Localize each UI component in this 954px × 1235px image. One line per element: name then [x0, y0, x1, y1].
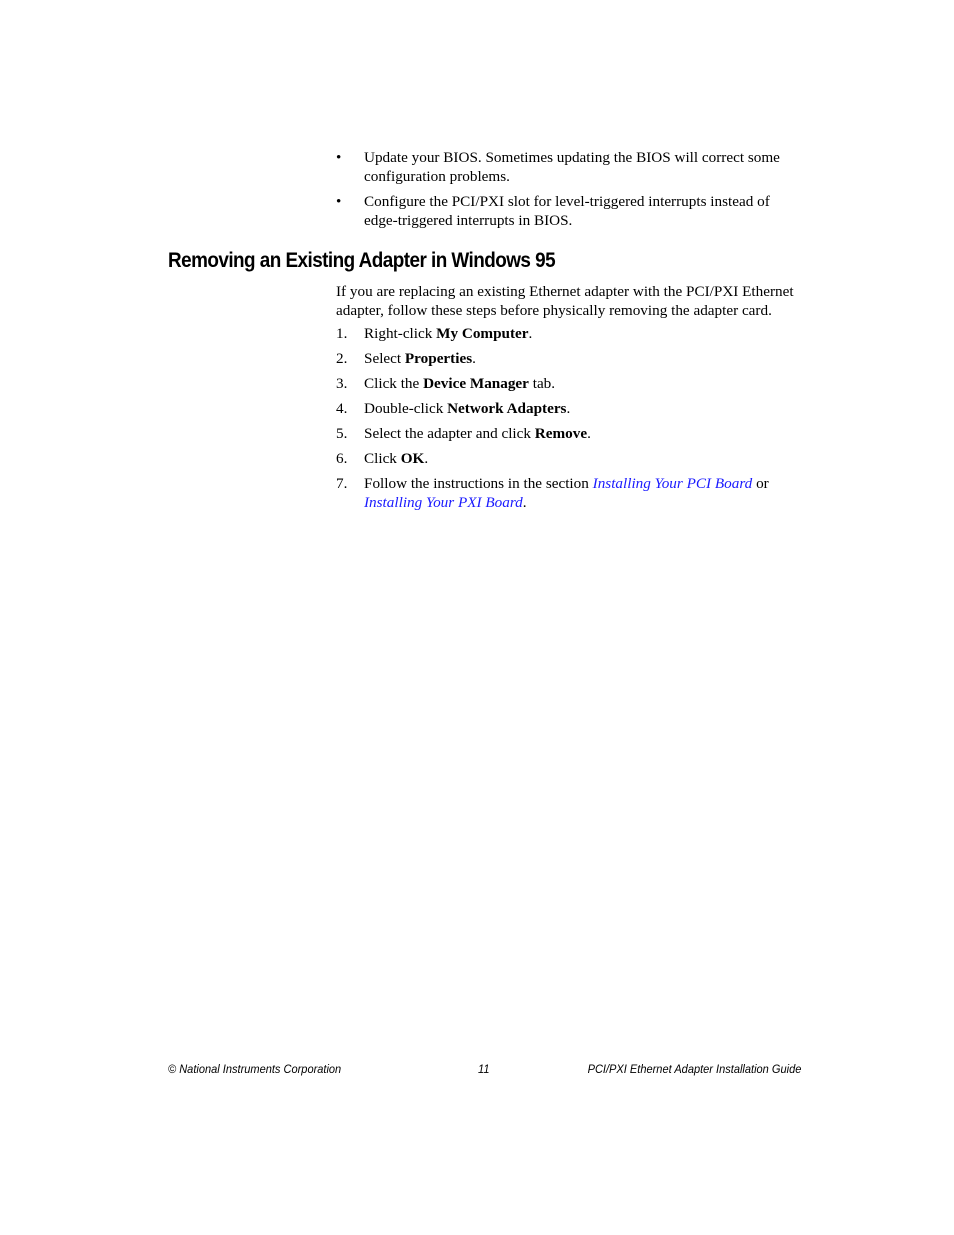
step-ui-term: Network Adapters [447, 400, 567, 417]
intro-paragraph: If you are replacing an existing Ethernet adapter with the PCI/PXI Ethernet adapter, follow these steps before physically removing the adapter card. [336, 283, 794, 319]
bullet-item [336, 192, 806, 230]
step-ui-term: My Computer [436, 325, 529, 342]
section-heading: Removing an Existing Adapter in Windows 95 [168, 249, 556, 272]
bullet-item [336, 148, 806, 186]
step-text: Select the adapter and click [364, 425, 535, 442]
step-item [336, 349, 806, 368]
step-text: tab. [528, 375, 556, 392]
link-installing-pxi-board[interactable]: Installing Your PXI Board [364, 494, 523, 511]
step-number: 2. [336, 350, 348, 367]
bullet-text: Update your BIOS. Sometimes updating the BIOS will correct some configuration problems. [364, 149, 780, 185]
step-text: Click [364, 450, 401, 467]
step-item [336, 399, 806, 418]
bullet-marker: • [336, 149, 342, 166]
step-ui-term: Remove [534, 425, 588, 442]
step-number: 6. [336, 450, 348, 467]
step-text: . [424, 450, 429, 467]
step-ui-term: OK [400, 450, 425, 467]
step-item [336, 424, 806, 443]
step-text: . [522, 494, 527, 511]
footer-copyright: © National Instruments Corporation [168, 1062, 342, 1076]
step-text: Select [364, 350, 405, 367]
bullet-text: Configure the PCI/PXI slot for level-triggered interrupts instead of edge-triggered interrupts in BIOS. [364, 193, 770, 229]
link-installing-pci-board[interactable]: Installing Your PCI Board [592, 475, 753, 492]
footer-page-number: 11 [478, 1062, 490, 1076]
step-text: or [752, 475, 769, 492]
step-text: . [528, 325, 533, 342]
step-text: . [587, 425, 591, 442]
step-text: . [566, 400, 571, 417]
step-ui-term: Properties [404, 350, 473, 367]
step-number: 1. [336, 325, 348, 342]
step-item [336, 449, 806, 468]
step-item [336, 474, 806, 512]
bullet-list [336, 148, 806, 236]
footer-doc-title: PCI/PXI Ethernet Adapter Installation Guide [587, 1062, 801, 1076]
step-item [336, 374, 806, 393]
step-number: 3. [336, 375, 348, 392]
step-text: . [472, 350, 476, 367]
steps-list [336, 324, 806, 518]
step-text: Click the [364, 375, 424, 392]
step-number: 5. [336, 425, 348, 442]
step-text: Right-click [364, 325, 437, 342]
bullet-marker: • [336, 193, 342, 210]
step-number: 4. [336, 400, 348, 417]
step-ui-term: Device Manager [423, 375, 529, 392]
step-text: Double-click [364, 400, 448, 417]
step-number: 7. [336, 475, 348, 492]
step-text: Follow the instructions in the section [364, 475, 593, 492]
step-item [336, 324, 806, 343]
